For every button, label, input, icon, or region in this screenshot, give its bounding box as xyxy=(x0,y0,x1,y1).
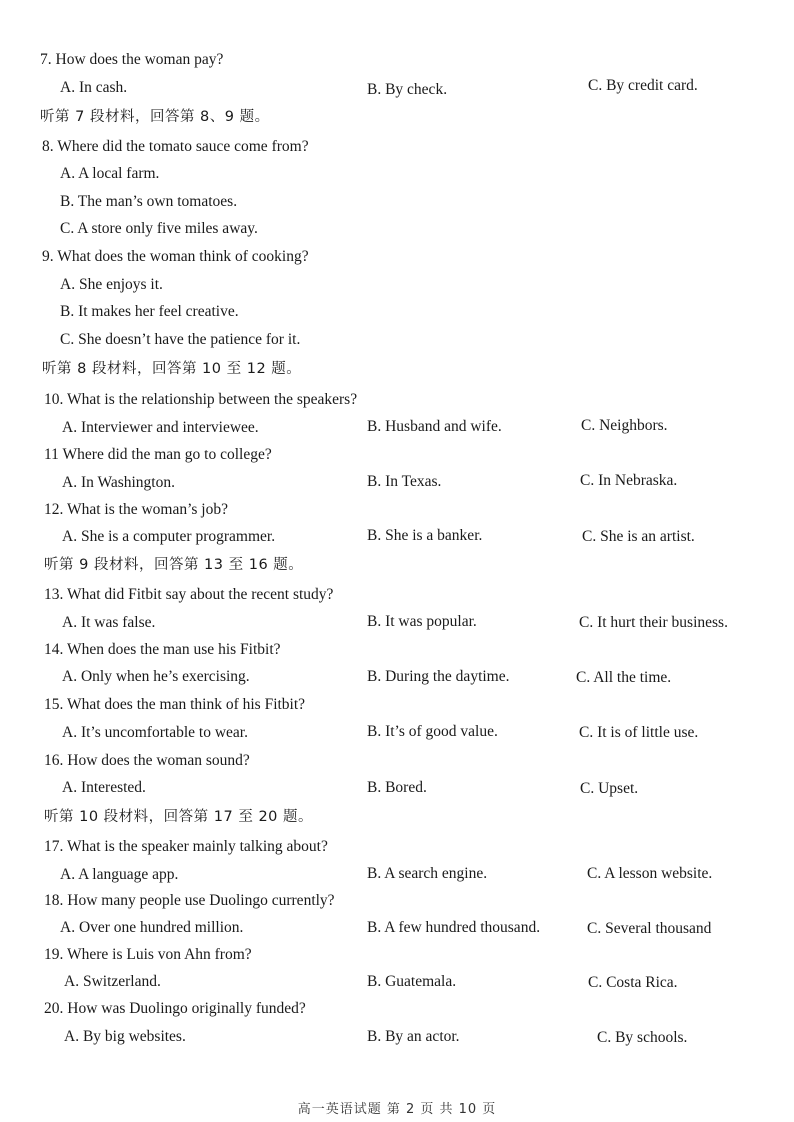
q17-option-a: A. A language app. xyxy=(60,866,179,883)
question-15-stem xyxy=(44,695,305,715)
question-9-stem xyxy=(42,247,309,267)
question-text: How does the woman sound? xyxy=(67,752,250,769)
q17-option-c: C. A lesson website. xyxy=(587,865,713,882)
q19-option-c: C. Costa Rica. xyxy=(588,974,678,991)
question-text: How was Duolingo originally funded? xyxy=(67,1000,306,1017)
question-number: 12. xyxy=(44,501,64,518)
section-heading-10: 听第 10 段材料，回答第 17 至 20 题。 xyxy=(44,809,314,825)
q16-option-a: A. Interested. xyxy=(62,779,146,796)
question-11-stem xyxy=(44,445,272,465)
question-19-stem xyxy=(44,945,252,965)
q18-option-a: A. Over one hundred million. xyxy=(60,919,244,936)
question-text: Where did the tomato sauce come from? xyxy=(57,138,309,155)
question-number: 11 xyxy=(44,446,59,463)
q14-option-b: B. During the daytime. xyxy=(367,668,510,685)
question-text: Where is Luis von Ahn from? xyxy=(66,946,252,963)
question-number: 14. xyxy=(44,641,64,658)
question-number: 7. xyxy=(40,51,52,68)
q8-option-c: C. A store only five miles away. xyxy=(60,220,258,237)
question-text: When does the man use his Fitbit? xyxy=(66,641,281,658)
question-number: 10. xyxy=(44,391,64,408)
question-number: 13. xyxy=(44,586,64,603)
q16-option-c: C. Upset. xyxy=(580,780,639,797)
q8-option-a: A. A local farm. xyxy=(60,165,160,182)
q9-option-c: C. She doesn’t have the patience for it. xyxy=(60,331,301,348)
question-17-stem xyxy=(44,837,328,857)
question-18-stem xyxy=(44,891,335,911)
q10-option-c: C. Neighbors. xyxy=(581,417,668,434)
question-10-stem xyxy=(44,390,357,410)
question-number: 20. xyxy=(44,1000,64,1017)
question-text: Where did the man go to college? xyxy=(62,446,272,463)
q15-option-c: C. It is of little use. xyxy=(579,724,699,741)
q18-option-b: B. A few hundred thousand. xyxy=(367,919,541,936)
q8-option-b: B. The man’s own tomatoes. xyxy=(60,193,238,210)
question-number: 19. xyxy=(44,946,64,963)
question-number: 18. xyxy=(44,892,64,909)
section-heading-9: 听第 9 段材料，回答第 13 至 16 题。 xyxy=(44,557,304,573)
q12-option-a: A. She is a computer programmer. xyxy=(62,528,276,545)
q10-option-a: A. Interviewer and interviewee. xyxy=(62,419,259,436)
question-12-stem xyxy=(44,500,228,520)
q20-option-b: B. By an actor. xyxy=(367,1028,460,1045)
question-13-stem xyxy=(44,585,333,605)
q7-option-a: A. In cash. xyxy=(60,79,128,96)
question-text: What did Fitbit say about the recent study? xyxy=(66,586,334,603)
q15-option-b: B. It’s of good value. xyxy=(367,723,498,740)
q7-option-c: C. By credit card. xyxy=(588,77,698,94)
question-number: 16. xyxy=(44,752,64,769)
q16-option-b: B. Bored. xyxy=(367,779,427,796)
q18-option-c: C. Several thousand xyxy=(587,920,712,937)
page-footer: 高一英语试题 第 2 页 共 10 页 xyxy=(297,1102,497,1117)
q12-option-b: B. She is a banker. xyxy=(367,527,483,544)
q20-option-a: A. By big websites. xyxy=(64,1028,186,1045)
section-heading-7: 听第 7 段材料，回答第 8、9 题。 xyxy=(40,109,270,125)
question-number: 9. xyxy=(42,248,54,265)
q9-option-a: A. She enjoys it. xyxy=(60,276,163,293)
q17-option-b: B. A search engine. xyxy=(367,865,488,882)
question-text: How many people use Duolingo currently? xyxy=(67,892,335,909)
q13-option-c: C. It hurt their business. xyxy=(579,614,728,631)
question-16-stem xyxy=(44,751,250,771)
q13-option-a: A. It was false. xyxy=(62,614,156,631)
question-text: What does the man think of his Fitbit? xyxy=(66,696,306,713)
question-text: How does the woman pay? xyxy=(55,51,224,68)
q11-option-b: B. In Texas. xyxy=(367,473,442,490)
q12-option-c: C. She is an artist. xyxy=(582,528,695,545)
q11-option-a: A. In Washington. xyxy=(62,474,175,491)
question-text: What is the woman’s job? xyxy=(66,501,228,518)
q14-option-a: A. Only when he’s exercising. xyxy=(62,668,250,685)
q14-option-c: C. All the time. xyxy=(576,669,672,686)
q19-option-a: A. Switzerland. xyxy=(64,973,161,990)
q13-option-b: B. It was popular. xyxy=(367,613,477,630)
question-14-stem xyxy=(44,640,281,660)
question-number: 8. xyxy=(42,138,54,155)
question-text: What does the woman think of cooking? xyxy=(57,248,309,265)
question-number: 17. xyxy=(44,838,64,855)
q9-option-b: B. It makes her feel creative. xyxy=(60,303,239,320)
question-7-stem xyxy=(40,50,223,70)
question-text: What is the speaker mainly talking about? xyxy=(66,838,328,855)
question-8-stem xyxy=(42,137,309,157)
question-text: What is the relationship between the speakers? xyxy=(66,391,358,408)
section-heading-8: 听第 8 段材料，回答第 10 至 12 题。 xyxy=(42,361,302,377)
q19-option-b: B. Guatemala. xyxy=(367,973,457,990)
q15-option-a: A. It’s uncomfortable to wear. xyxy=(62,724,248,741)
q11-option-c: C. In Nebraska. xyxy=(580,472,678,489)
q20-option-c: C. By schools. xyxy=(597,1029,688,1046)
question-20-stem xyxy=(44,999,306,1019)
q10-option-b: B. Husband and wife. xyxy=(367,418,502,435)
q7-option-b: B. By check. xyxy=(367,81,448,98)
question-number: 15. xyxy=(44,696,64,713)
